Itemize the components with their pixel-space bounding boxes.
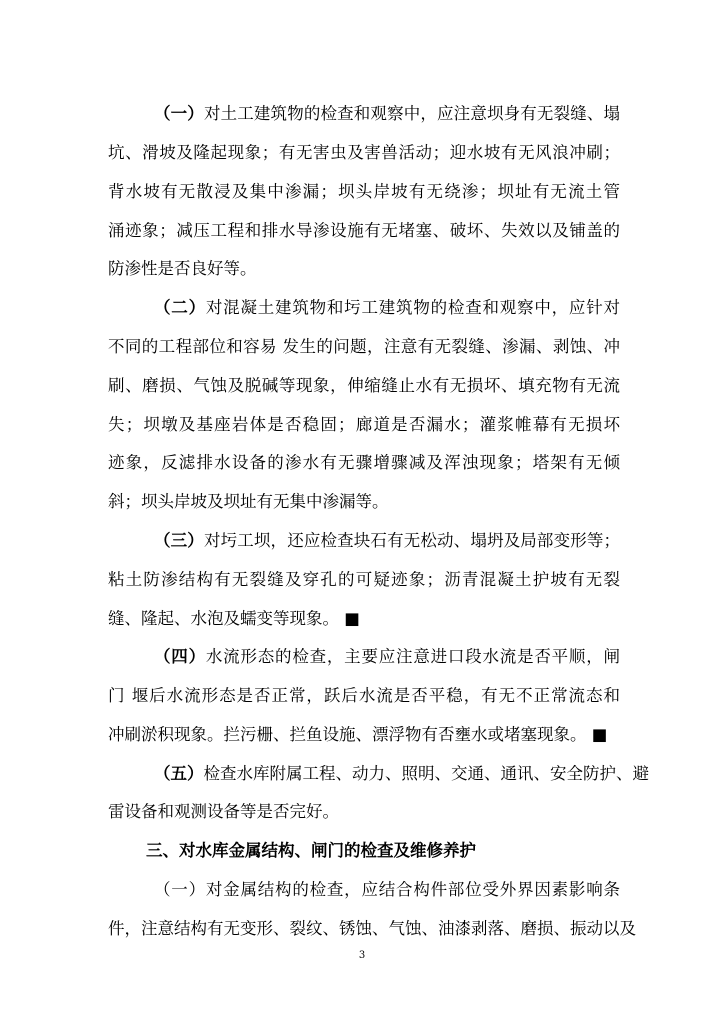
paragraph-1-line-5: 防渗性是否良好等。 [108,259,257,278]
paragraph-1-line-3: 背水坡有无散浸及集中渗漏；坝头岸坡有无绕渗；坝址有无流土管 [108,182,620,201]
final-paragraph-line-1: （一）对金属结构的检查，应结合构件部位受外界因素影响条 [154,880,621,899]
paragraph-2-line-5: 迹象，反滤排水设备的渗水有无骤增骤减及浑浊现象；塔架有无倾 [108,453,620,472]
paragraph-4-line-2: 门 堰后水流形态是否正常，跃后水流是否平稳，有无不正常流态和 [108,686,620,705]
paragraph-2-line-1: （二）对混凝土建筑物和圬工建筑物的检查和观察中，应针对 [154,298,621,317]
paragraph-1-line-4: 涌迹象；减压工程和排水导渗设施有无堵塞、破坏、失效以及铺盖的 [108,221,620,240]
paragraph-3-line-3: 缝、隆起、水泡及蠕变等现象。 ■ [108,609,360,628]
paragraph-4-line-1: （四）水流形态的检查，主要应注意进口段水流是否平顺，闸 [154,647,621,666]
page-number: 3 [358,950,366,961]
final-paragraph-label: （一） [154,880,206,899]
final-paragraph-line-2: 件，注意结构有无变形、裂纹、锈蚀、气蚀、油漆剥落、磨损、振动以及 [108,919,636,938]
paragraph-2-line-2: 不同的工程部位和容易 发生的问题，注意有无裂缝、渗漏、剥蚀、冲 [108,337,620,356]
paragraph-4-line-3: 冲刷淤积现象。拦污栅、拦鱼设施、漂浮物有否壅水或堵塞现象。 ■ [108,725,608,744]
paragraph-2-line-6: 斜；坝头岸坡及坝址有无集中渗漏等。 [108,492,389,511]
paragraph-5-line-2: 雷设备和观测设备等是否完好。 [108,802,339,821]
section-heading: 三、对水库金属结构、闸门的检查及维修养护 [146,841,476,860]
paragraph-1-line-1: （一）对土工建筑物的检查和观察中，应注意坝身有无裂缝、塌 [154,104,621,123]
paragraph-2-line-4: 失；坝墩及基座岩体是否稳固；廊道是否漏水；灌浆帷幕有无损坏 [108,415,620,434]
paragraph-1-label: （一） [154,104,204,123]
paragraph-3-label: （三） [154,531,204,550]
paragraph-1-line-2: 坑、滑坡及隆起现象；有无害虫及害兽活动；迎水坡有无风浪冲刷； [108,143,620,162]
paragraph-3-line-1: （三）对圬工坝，还应检查块石有无松动、塌坍及局部变形等； [154,531,621,550]
paragraph-3-line-2: 粘土防渗结构有无裂缝及穿孔的可疑迹象；沥青混凝土护坡有无裂 [108,570,620,589]
paragraph-5-label: （五） [154,764,204,783]
paragraph-4-label: （四） [154,647,206,666]
paragraph-2-label: （二） [154,298,206,317]
paragraph-2-line-3: 刷、磨损、气蚀及脱碱等现象，伸缩缝止水有无损坏、填充物有无流 [108,376,620,395]
paragraph-5-line-1: （五）检查水库附属工程、动力、照明、交通、通讯、安全防护、避 [154,764,649,783]
